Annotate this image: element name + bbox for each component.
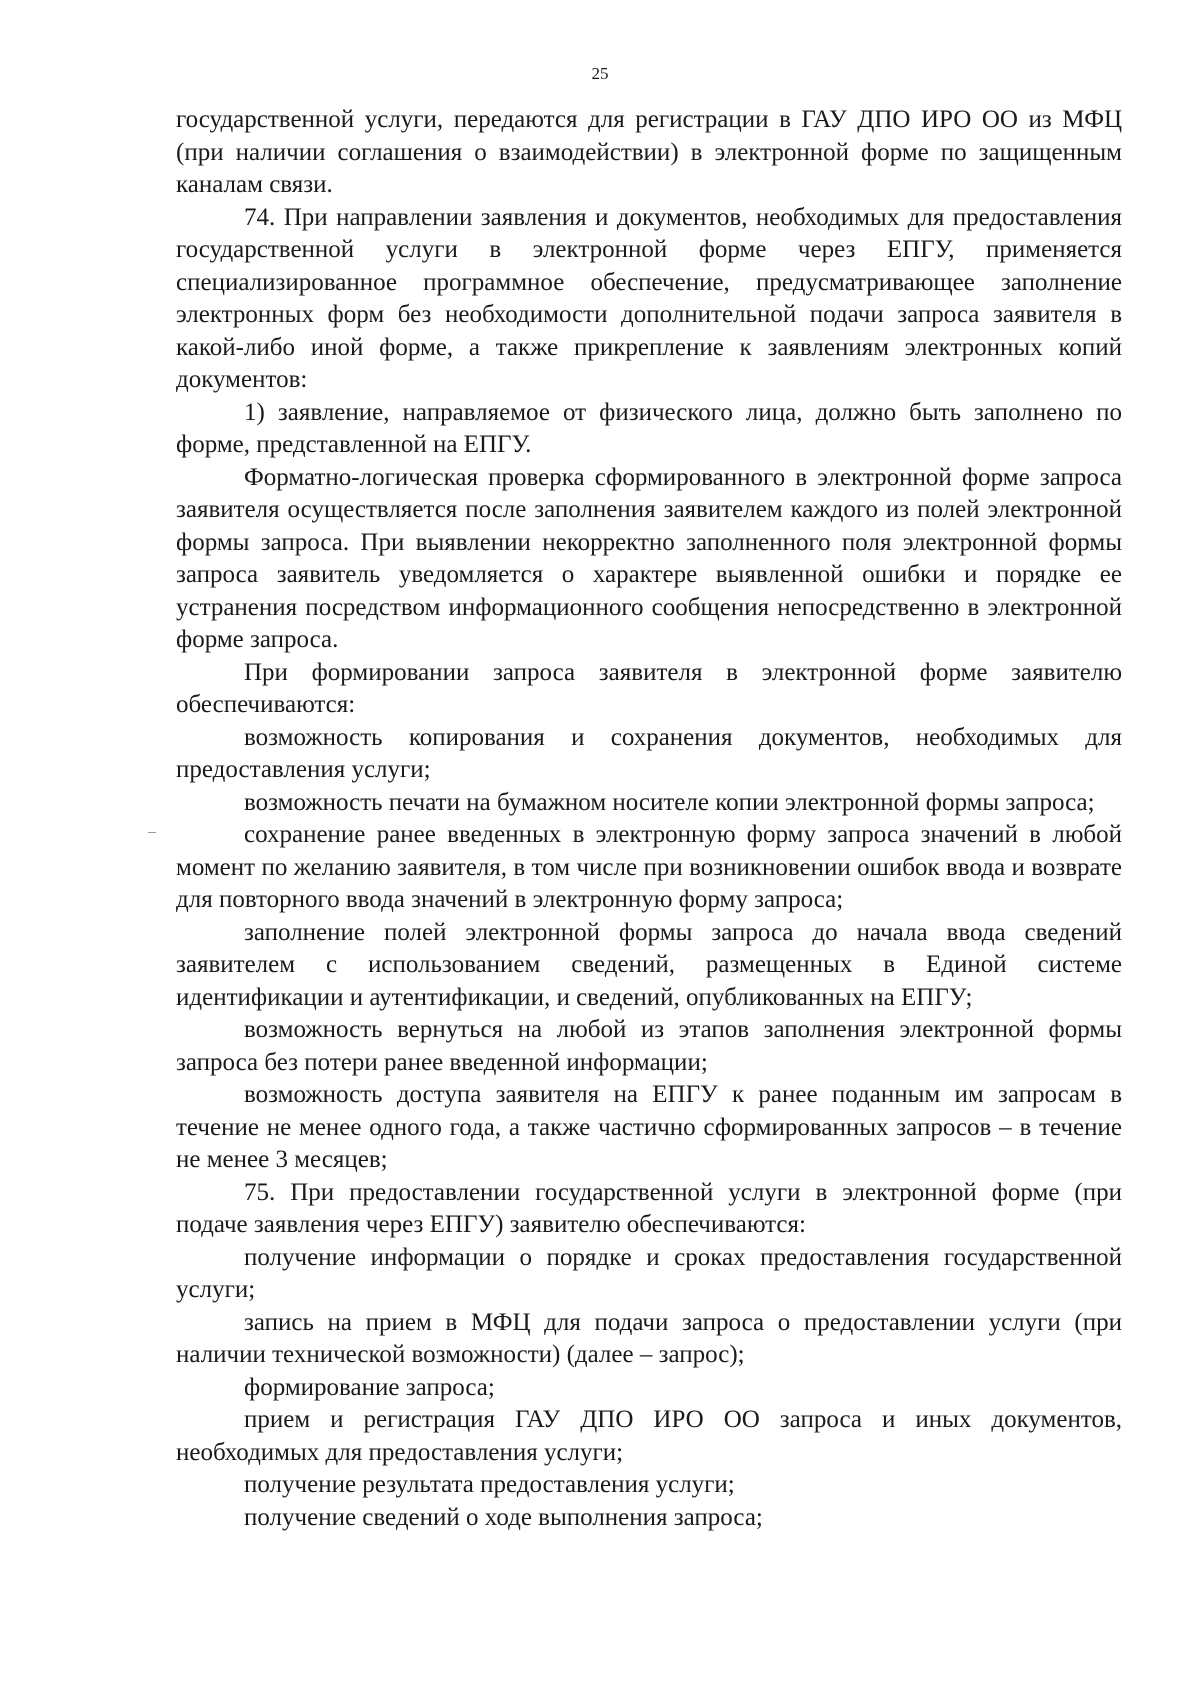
- list-item-access-requests: возможность доступа заявителя на ЕПГУ к ранее поданным им запросам в течение не менее одного года, а также частично сформированных запросов – в течение не менее 3 месяцев;: [176, 1081, 1122, 1173]
- list-item-save-values: сохранение ранее введенных в электронную форму запроса значений в любой момент по желанию заявителя, в том числе при возникновении ошибок ввода и возврате для повторного ввода значений в электронную форму запроса;: [176, 821, 1122, 913]
- list-item-print: возможность печати на бумажном носителе копии электронной формы запроса;: [244, 788, 1095, 816]
- page-number: 25: [591, 64, 609, 83]
- paragraph-provided-intro: При формировании запроса заявителя в электронной форме заявителю обеспечиваются:: [176, 658, 1122, 718]
- paragraph-item-74: 74. При направлении заявления и документов, необходимых для предоставления государственной услуги в электронной форме через ЕПГУ, применяется специализированное программное обеспечение, предусматривающее заполнение электронных форм без необходимости дополнительной подачи запроса заявителя в какой-либо иной форме, а также прикрепление к заявлениям электронных копий документов:: [176, 203, 1122, 393]
- paragraph-format-check: Форматно-логическая проверка сформированного в электронной форме запроса заявителя осуществляется после заполнения заявителем каждого из полей электронной формы запроса. При выявлении некорректно заполненного поля электронной формы запроса заявитель уведомляется о характере выявленной ошибки и порядке ее устранения посредством информационного сообщения непосредственно в электронной форме запроса.: [176, 463, 1122, 653]
- list-item-appointment: запись на прием в МФЦ для подачи запроса о предоставлении услуги (при наличии технической возможности) (далее – запрос);: [176, 1308, 1122, 1368]
- list-item-info: получение информации о порядке и сроках предоставления государственной услуги;: [176, 1243, 1122, 1303]
- paragraph-item-75: 75. При предоставлении государственной услуги в электронной форме (при подаче заявления через ЕПГУ) заявителю обеспечиваются:: [176, 1178, 1122, 1238]
- list-item-result: получение результата предоставления услуги;: [244, 1471, 735, 1498]
- list-item-return-stage: возможность вернуться на любой из этапов заполнения электронной формы запроса без потери ранее введенной информации;: [176, 1016, 1122, 1076]
- list-item-autofill: заполнение полей электронной формы запроса до начала ввода сведений заявителем с использованием сведений, размещенных в Единой системе идентификации и аутентификации, и сведений, опубликованных на ЕПГУ;: [176, 918, 1122, 1011]
- list-item-copy-save: возможность копирования и сохранения документов, необходимых для предоставления услуги;: [176, 723, 1122, 783]
- document-body: [176, 104, 1122, 1534]
- list-item-registration: прием и регистрация ГАУ ДПО ИРО ОО запроса и иных документов, необходимых для предоставления услуги;: [176, 1406, 1122, 1466]
- scan-artifact-mark: [148, 832, 156, 833]
- list-item-forming: формирование запроса;: [244, 1373, 495, 1401]
- list-item-status: получение сведений о ходе выполнения запроса;: [244, 1503, 763, 1531]
- paragraph-subitem-1: 1) заявление, направляемое от физического лица, должно быть заполнено по форме, представленной на ЕПГУ.: [176, 398, 1122, 458]
- paragraph-continuation: государственной услуги, передаются для регистрации в ГАУ ДПО ИРО ОО из МФЦ (при наличии соглашения о взаимодействии) в электронной форме по защищенным каналам связи.: [176, 106, 1122, 198]
